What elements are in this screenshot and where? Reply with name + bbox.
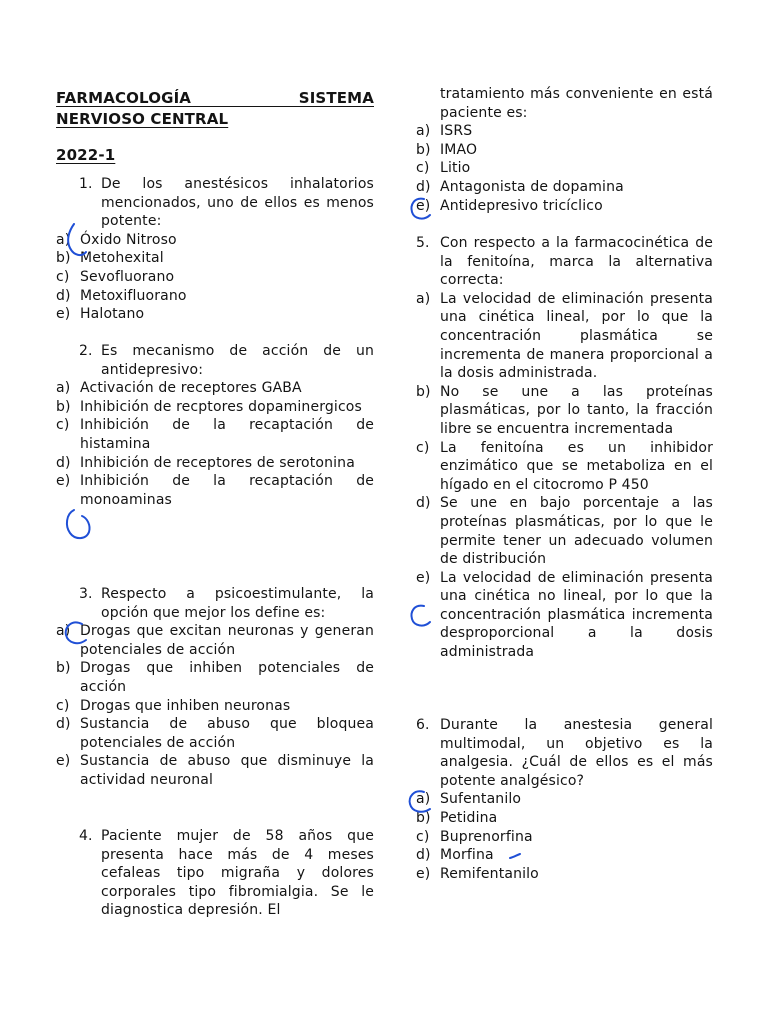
question-2 [56,342,374,509]
option-e[interactable]: e) Antidepresivo tricíclico [416,197,603,214]
option-c[interactable]: c) Buprenorfina [416,828,533,845]
option-e[interactable]: e) Halotano [56,306,145,323]
option-a[interactable]: a) Óxido Nitroso [56,231,177,248]
question-3 [56,585,374,790]
option-b[interactable]: b) Drogas que inhiben potenciales de acción [56,660,374,695]
question-4 [56,827,374,920]
question-number: 6. [416,717,430,733]
option-a[interactable]: a) Drogas que excitan neuronas y generan potenciales de acción [56,623,374,658]
question-number: 3. [79,586,93,602]
option-b[interactable]: b) Petidina [416,809,498,826]
exam-year: 2022-1 [56,146,116,164]
option-e[interactable]: e) Sustancia de abuso que disminuye la actividad neuronal [56,753,374,788]
option-e[interactable]: e) Inhibición de la recaptación de monoaminas [56,473,374,508]
option-a[interactable]: a) La velocidad de eliminación presenta una cinética lineal, por lo que la concentración plasmática se incrementa de manera proporcional a la dosis administrada. [416,290,713,382]
option-a[interactable]: a) Sufentanilo [416,791,522,808]
option-c[interactable]: c) Litio [416,160,471,177]
question-stem: tratamiento más conveniente en está paciente es: [440,86,713,121]
option-d[interactable]: d) Morfina [416,847,494,864]
page-title: FARMACOLOGÍA SISTEMA NERVIOSO CENTRAL [56,89,374,128]
option-b[interactable]: b) IMAO [416,141,478,158]
option-e[interactable]: e) La velocidad de eliminación presenta una cinética no lineal, por lo que la concentración plasmática incrementa desproporcional a la dosis administrada [416,569,713,661]
question-4-continued [416,85,713,215]
question-6 [416,716,713,883]
question-stem: Paciente mujer de 58 años que presenta hace más de 4 meses cefaleas tipo migraña y dolores corporales tipo fibromialgia. Se le diagnostica depresión. El [101,828,374,919]
option-b[interactable]: b) No se une a las proteínas plasmáticas, por lo tanto, la fracción libre se encuentra incrementada [416,383,713,437]
question-stem: Respecto a psicoestimulante, la opción que mejor los define es: [101,586,374,621]
question-number: 4. [79,828,93,844]
question-number: 5. [416,235,430,251]
option-d[interactable]: d) Metoxifluorano [56,287,187,304]
option-c[interactable]: c) Drogas que inhiben neuronas [56,697,291,714]
question-number: 1. [79,176,93,192]
question-5 [416,234,713,662]
option-c[interactable]: c) Inhibición de la recaptación de histamina [56,417,374,452]
option-e[interactable]: e) Remifentanilo [416,865,539,882]
question-1 [56,175,374,324]
option-a[interactable]: a) Activación de receptores GABA [56,380,302,397]
option-a[interactable]: a) ISRS [416,123,473,140]
option-c[interactable]: c) La fenitoína es un inhibidor enzimático que se metaboliza en el hígado en el citocromo P 450 [416,439,713,493]
question-stem: Durante la anestesia general multimodal, un objetivo es la analgesia. ¿Cuál de ellos es el más potente analgésico? [440,717,713,789]
question-stem: Es mecanismo de acción de un antidepresivo: [101,343,374,378]
option-d[interactable]: d) Inhibición de receptores de serotonina [56,454,355,471]
option-d[interactable]: d) Antagonista de dopamina [416,178,624,195]
question-number: 2. [79,343,93,359]
question-stem: De los anestésicos inhalatorios mencionados, uno de ellos es menos potente: [101,176,374,230]
option-b[interactable]: b) Metohexital [56,250,164,267]
question-stem: Con respecto a la farmacocinética de la fenitoína, marca la alternativa correcta: [440,235,713,289]
option-d[interactable]: d) Sustancia de abuso que bloquea potenciales de acción [56,716,374,751]
answer-mark-q2-e [67,510,90,538]
option-b[interactable]: b) Inhibición de recptores dopaminergicos [56,398,362,415]
option-c[interactable]: c) Sevofluorano [56,268,175,285]
option-d[interactable]: d) Se une en bajo porcentaje a las proteínas plasmáticas, por lo que le permite tener un adecuado volumen de distribución [416,495,713,568]
